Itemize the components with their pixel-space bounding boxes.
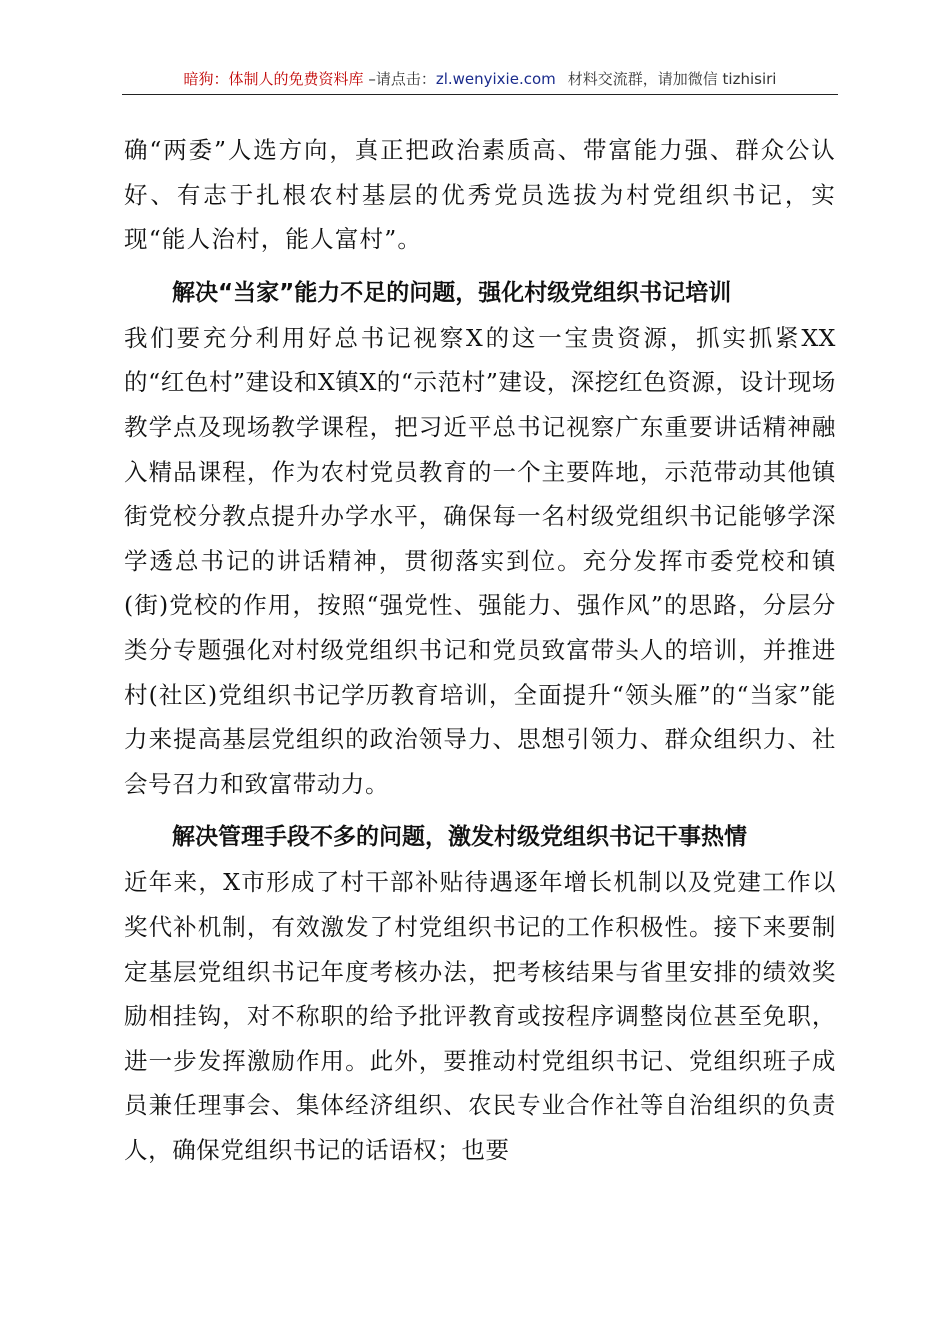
header-separator: –请点击： [363, 70, 436, 88]
paragraph-3: 近年来，X市形成了村干部补贴待遇逐年增长机制以及党建工作以奖代补机制，有效激发了村党组织书记的工作积极性。接下来要制定基层党组织书记年度考核办法，把考核结果与省里安排的绩效奖励相挂钩，对不称职的给予批评教育或按程序调整岗位甚至免职，进一步发挥激励作用。此外，要推动村党组织书记、党组织班子成员兼任理事会、集体经济组织、农民专业合作社等自治组织的负责人，确保党组织书记的话语权；也要 [124, 868, 836, 1164]
document-body [124, 128, 836, 1172]
page-header [122, 68, 838, 95]
header-link[interactable]: zl.wenyixie.com [435, 70, 556, 88]
header-brand: 暗狗：体制人的免费资料库 [183, 70, 364, 88]
section-heading-2: 解决管理手段不多的问题，激发村级党组织书记干事热情 [172, 824, 747, 851]
paragraph-2: 我们要充分利用好总书记视察X的这一宝贵资源，抓实抓紧XX的“红色村”建设和X镇X的“示范村”建设，深挖红色资源，设计现场教学点及现场教学课程，把习近平总书记视察广东重要讲话精神融入精品课程，作为农村党员教育的一个主要阵地，示范带动其他镇街党校分教点提升办学水平，确保每一名村级党组织书记能够学深学透总书记的讲话精神，贯彻落实到位。充分发挥市委党校和镇(街)党校的作用，按照“强党性、强能力、强作风”的思路，分层分类分专题强化对村级党组织书记和党员致富带头人的培训，并推进村(社区)党组织书记学历教育培训，全面提升“领头雁”的“当家”能力来提高基层党组织的政治领导力、思想引领力、群众组织力、社会号召力和致富带动力。 [124, 323, 836, 798]
paragraph-1: 确“两委”人选方向，真正把政治素质高、带富能力强、群众公认好、有志于扎根农村基层的优秀党员选拔为村党组织书记，实现“能人治村，能人富村”。 [124, 136, 836, 254]
section-heading-1: 解决“当家”能力不足的问题，强化村级党组织书记培训 [172, 279, 732, 306]
header-contact: 材料交流群，请加微信 tizhisiri [567, 70, 777, 88]
